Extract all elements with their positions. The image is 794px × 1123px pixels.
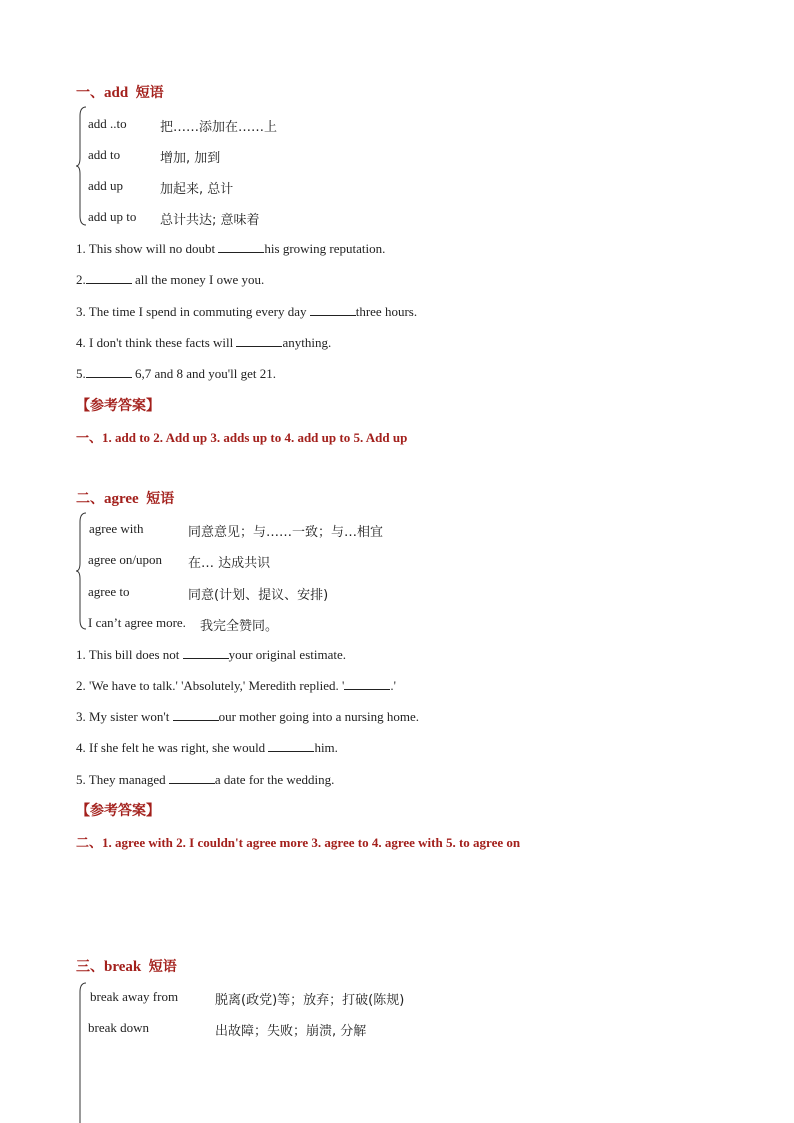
exercise-sentence: 5. They managed a date for the wedding. bbox=[76, 772, 335, 787]
fill-blank bbox=[218, 240, 264, 253]
fill-blank bbox=[344, 677, 390, 690]
term-chinese: 增加, 加到 bbox=[160, 151, 221, 166]
section-label: 短语 bbox=[135, 85, 164, 101]
fill-blank bbox=[86, 271, 132, 284]
left-brace bbox=[76, 982, 88, 1123]
left-brace bbox=[76, 512, 88, 630]
answer-label: 【参考答案】 bbox=[76, 803, 160, 819]
exercise-sentence: 2. all the money I owe you. bbox=[76, 272, 265, 287]
term-chinese: 总计共达; 意味着 bbox=[160, 213, 260, 228]
fill-blank bbox=[310, 303, 356, 316]
term-english: add ..to bbox=[88, 116, 127, 131]
section-word: add bbox=[104, 85, 129, 101]
exercise-sentence: 3. The time I spend in commuting every day three hours. bbox=[76, 304, 418, 319]
section-heading-add bbox=[76, 82, 164, 102]
term-english: add to bbox=[88, 147, 121, 162]
term-english: break down bbox=[88, 1020, 150, 1035]
term-chinese: 出故障；失败；崩溃, 分解 bbox=[215, 1024, 367, 1039]
fill-blank bbox=[268, 739, 314, 752]
section-heading-break bbox=[76, 956, 177, 976]
left-brace bbox=[76, 106, 88, 226]
answer-key: 一、1. add to 2. Add up 3. adds up to 4. add up to 5. Add up bbox=[76, 430, 408, 446]
section-label: 短语 bbox=[148, 959, 177, 975]
exercise-sentence: 3. My sister won't our mother going into a nursing home. bbox=[76, 709, 419, 724]
section-number: 一、 bbox=[76, 85, 104, 101]
fill-blank bbox=[86, 365, 132, 378]
section-word: break bbox=[104, 959, 142, 975]
section-number: 二、 bbox=[76, 491, 104, 507]
answer-label: 【参考答案】 bbox=[76, 398, 160, 414]
fill-blank bbox=[169, 771, 215, 784]
term-english: I can’t agree more. bbox=[88, 615, 186, 630]
exercise-sentence: 1. This bill does not your original estimate. bbox=[76, 647, 346, 662]
term-chinese: 同意意见；与……一致；与…相宜 bbox=[188, 525, 384, 540]
exercise-sentence: 4. I don't think these facts will anything. bbox=[76, 335, 332, 350]
term-chinese: 脱离(政党)等；放弃；打破(陈规) bbox=[215, 993, 405, 1008]
section-number: 三、 bbox=[76, 959, 104, 975]
exercise-sentence: 4. If she felt he was right, she would him. bbox=[76, 740, 338, 755]
section-heading-agree bbox=[76, 488, 174, 508]
fill-blank bbox=[236, 334, 282, 347]
term-chinese: 把……添加在……上 bbox=[160, 120, 278, 135]
exercise-sentence: 5. 6,7 and 8 and you'll get 21. bbox=[76, 366, 276, 381]
term-chinese: 在… 达成共识 bbox=[188, 556, 271, 571]
term-english: agree to bbox=[88, 584, 130, 599]
term-chinese: 同意(计划、提议、安排) bbox=[188, 588, 329, 603]
exercise-sentence: 1. This show will no doubt his growing reputation. bbox=[76, 241, 386, 256]
exercise-sentence: 2. 'We have to talk.' 'Absolutely,' Meredith replied. ' .' bbox=[76, 678, 396, 693]
term-chinese: 加起来, 总计 bbox=[160, 182, 234, 197]
term-english: add up bbox=[88, 178, 124, 193]
fill-blank bbox=[183, 646, 229, 659]
section-word: agree bbox=[104, 491, 139, 507]
term-english: break away from bbox=[90, 989, 179, 1004]
term-english: agree on/upon bbox=[88, 552, 163, 567]
term-english: agree with bbox=[89, 521, 144, 536]
fill-blank bbox=[173, 708, 219, 721]
answer-key: 二、1. agree with 2. I couldn't agree more 3. agree to 4. agree with 5. to agree on bbox=[76, 835, 521, 851]
term-chinese: 我完全赞同。 bbox=[200, 619, 279, 634]
term-english: add up to bbox=[88, 209, 137, 224]
section-label: 短语 bbox=[146, 491, 175, 507]
